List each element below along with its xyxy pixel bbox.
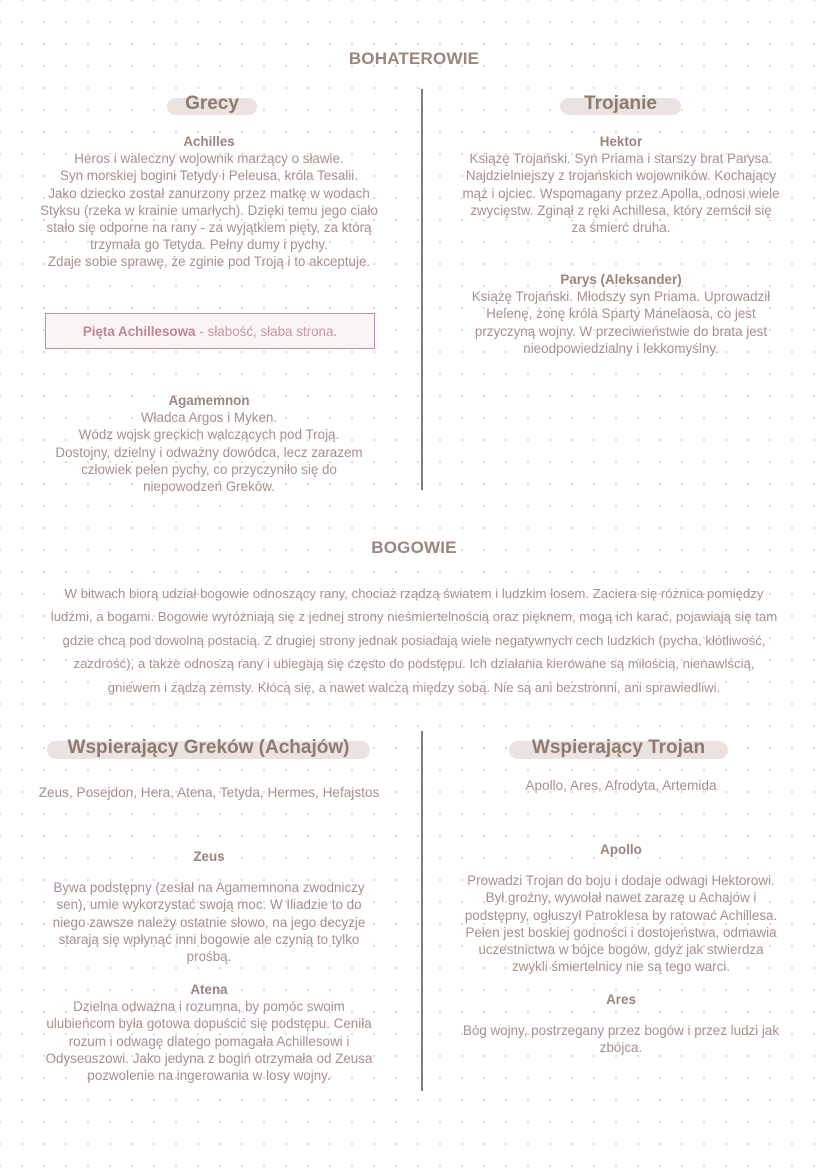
hektor-block	[432, 133, 810, 236]
hektor-line: mąż i ojciec. Wspomagany przez Apolla, odnosi wiele	[462, 185, 780, 201]
zeus-line: starają się wpłynąć inni bogowie ale czynią to tylko	[58, 931, 360, 947]
greeks-heading-text: Grecy	[185, 93, 239, 114]
agamemnon-line: Dostojny, dzielny i odważny dowódca, lecz zarazem	[55, 444, 363, 460]
greek-gods-list	[10, 784, 408, 801]
agamemnon-name: Agamemnon	[168, 393, 250, 408]
apollo-line: Prowadzi Trojan do boju i dodaje odwagi Hektorowi.	[467, 873, 775, 889]
ares-block	[432, 991, 810, 1057]
apollo-name: Apollo	[600, 842, 642, 857]
agamemnon-line: człowiek pełen pychy, co przyczyniło się do	[81, 461, 337, 477]
gods-intro-line: zazdrość), a także odnoszą rany i ubiegają się często do podstępu. Ich działania kierowane są miłością, nienawiścią,	[73, 656, 755, 672]
atena-line: Dzielna odważna i rozumna, by pomóc swoim	[73, 999, 345, 1015]
zeus-line: Bywa podstępny (zesłał na Agamemnona zwodniczy	[53, 880, 365, 896]
gods-intro-paragraph	[0, 582, 828, 699]
greek-support-heading-text: Wspierający Greków (Achajów)	[67, 737, 350, 758]
apollo-block	[432, 841, 810, 975]
parys-block	[432, 271, 810, 357]
trojan-gods-list	[432, 777, 810, 794]
hektor-line: za śmierć druha.	[571, 220, 671, 236]
achilles-line: stało się odporne na rany - za wyjątkiem pięty, za którą	[46, 220, 372, 236]
atena-line: rozum i odwagę dlatego pomagała Achillesowi i	[68, 1033, 350, 1049]
agamemnon-line: Władca Argos i Myken.	[140, 410, 278, 426]
greek-support-heading	[47, 735, 370, 760]
callout-definition: - słabość, słaba strona.	[199, 323, 338, 339]
parys-line: przyczyną wojny. W przeciwieństwie do brata jest	[474, 323, 768, 339]
heroes-section-title: BOHATEROWIE	[348, 49, 480, 68]
atena-line: ulubieńcom była gotowa dopuścić się podstępu. Ceniła	[46, 1016, 372, 1032]
apollo-line: Pełen jest boskiej godności i dostojeństwa, odmawia	[465, 924, 777, 940]
hektor-name: Hektor	[599, 134, 643, 149]
greeks-heading	[167, 92, 257, 116]
atena-line: Odyseuszowi. Jako jedyna z bogiń otrzymała od Zeusa	[45, 1050, 373, 1066]
gods-section-title: BOGOWIE	[371, 538, 457, 557]
achilles-block	[10, 133, 408, 271]
achilles-name: Achilles	[183, 134, 235, 149]
zeus-name: Zeus	[193, 849, 225, 864]
zeus-line: prośbą.	[186, 949, 232, 965]
gods-intro-line: gdzie chcą pod dowolną postacią. Z drugiej strony jednak posiadają wiele negatywnych cech ludzkich (pycha, kłótliwość,	[62, 632, 766, 648]
ares-line: Bóg wojny, postrzegany przez bogów i przez ludzi jak	[462, 1023, 780, 1039]
callout-term: Pięta Achillesowa	[82, 323, 196, 339]
agamemnon-line: Wódz wojsk greckich walczących pod Troją.	[78, 427, 340, 443]
achilles-line: Zdaje sobie sprawę, że zginie pod Troją i to akceptuje.	[47, 254, 371, 270]
greek-gods-list-text: Zeus, Posejdon, Hera, Atena, Tetyda, Hermes, Hefajstos	[38, 785, 380, 800]
achilles-line: Syn morskiej bogini Tetydy i Peleusa, króla Tesalii.	[60, 168, 358, 184]
agamemnon-line: niepowodzeń Greków.	[143, 479, 275, 495]
atena-block	[10, 981, 408, 1084]
trojans-heading-text: Trojanie	[584, 93, 657, 114]
gods-column-divider	[421, 731, 423, 1091]
apollo-line: Był groźny, wywołał nawet zarazę u Achajów i	[485, 890, 757, 906]
gods-intro-line: gniewem i żądzą zemsty. Kłócą się, a nawet walczą między sobą. Nie są ani bezstronni, ani sprawiedliwi.	[107, 679, 721, 695]
zeus-block	[10, 848, 408, 965]
trojan-support-heading	[509, 735, 728, 760]
heroes-column-divider	[421, 89, 423, 490]
zeus-line: niego zawsze należy ostatnie słowo, na jego decyzje	[52, 914, 366, 930]
ares-line: zbójca.	[599, 1040, 643, 1056]
parys-name: Parys (Aleksander)	[560, 272, 682, 287]
achilles-line: Heros i waleczny wojownik marzący o sławie.	[74, 151, 344, 167]
achilles-line: Styksu (rzeka w krainie umarłych). Dzięki temu jego ciało	[40, 202, 378, 218]
achilles-line: trzymała go Tetyda. Pełny dumy i pychy.	[90, 237, 328, 253]
atena-name: Atena	[190, 982, 228, 997]
parys-line: Książę Trojański. Młodszy syn Priama. Uprowadził	[471, 289, 771, 305]
parys-line: Helenę, żonę króla Sparty Manelaosa, co jest	[486, 306, 756, 322]
trojan-gods-list-text: Apollo, Ares, Afrodyta, Artemida	[525, 778, 717, 793]
agamemnon-block	[10, 392, 408, 495]
zeus-line: sen), umie wykorzystać swoją moc. W Iliadzie to do	[56, 897, 362, 913]
gods-intro-line: ludźmi, a bogami. Bogowie wyróżniają się z jednej strony nieśmiertelnością oraz pięknem, mogą ich karać, pojawiają się tam	[50, 609, 778, 625]
apollo-line: uczestnictwa w bójce bogów, gdyż jak stwierdza	[478, 942, 764, 958]
apollo-line: podstępny, ogłuszył Patroklesa by ratować Achillesa.	[464, 907, 778, 923]
achilles-line: Jako dziecko został zanurzony przez matkę w wodach	[48, 185, 370, 201]
apollo-line: zwykli śmiertelnicy nie są tego warci.	[511, 959, 731, 975]
hektor-line: Książę Trojański. Syn Priama i starszy brat Parysa.	[469, 151, 773, 167]
parys-line: nieodpowiedzialny i lekkomyślny.	[523, 340, 719, 356]
hektor-line: zwycięstw. Zginął z ręki Achillesa, który zemścił się	[470, 202, 772, 218]
trojans-heading	[560, 92, 681, 116]
achilles-heel-callout	[45, 313, 375, 349]
hektor-line: Najdzielniejszy z trojańskich wojowników. Kochający	[465, 168, 777, 184]
ares-name: Ares	[606, 992, 636, 1007]
trojan-support-heading-text: Wspierający Trojan	[531, 737, 706, 758]
atena-line: pozwolenie na ingerowania w losy wojny.	[87, 1068, 331, 1084]
gods-intro-line: W bitwach biorą udział bogowie odnoszący rany, chociaż rządzą światem i ludzkim losem. Zaciera się różnica pomiędzy	[64, 586, 764, 601]
